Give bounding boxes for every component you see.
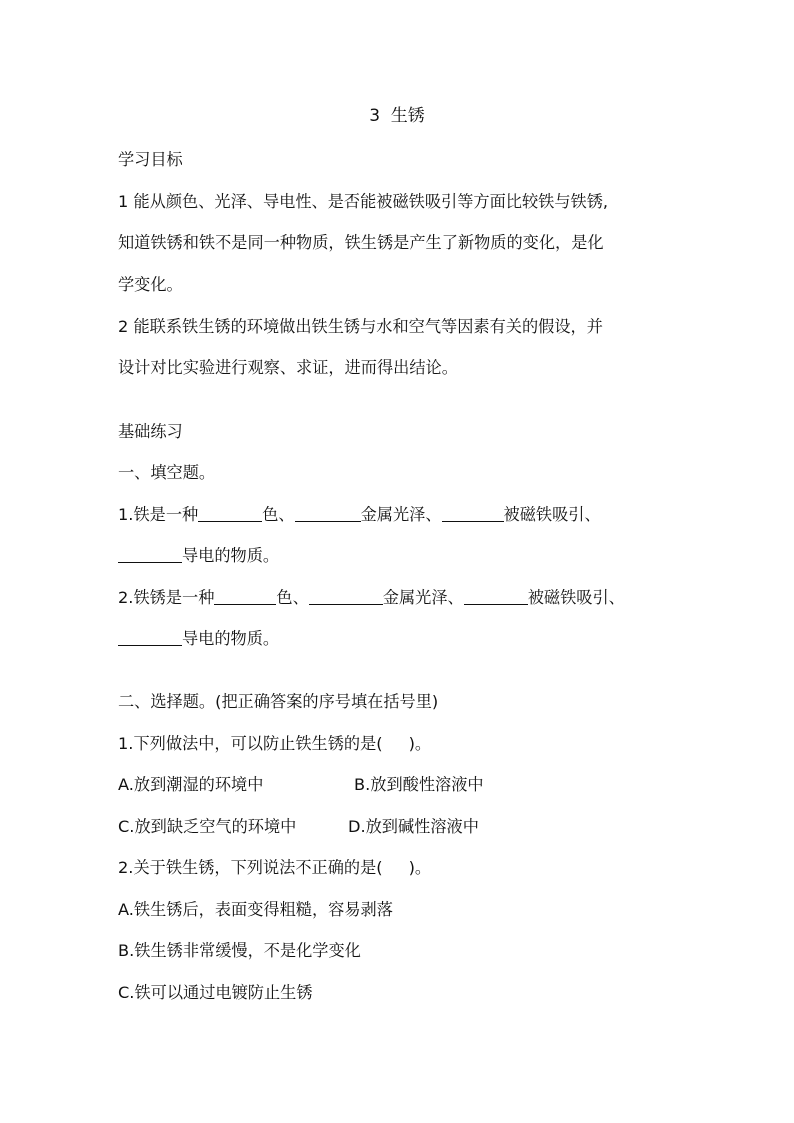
objective-2-line-1: 2 能联系铁生锈的环境做出铁生锈与水和空气等因素有关的假设，并 (118, 317, 603, 336)
choice-q1-option-c: C.放到缺乏空气的环境中 (118, 817, 297, 836)
fill-q1-prefix: 1.铁是一种 (118, 505, 199, 524)
fill-q1-part1: 色、 (262, 505, 295, 524)
fill-section-heading: 一、填空题。 (118, 463, 216, 482)
answer-blank[interactable] (309, 588, 383, 605)
fill-question-2-line-1 (118, 586, 625, 610)
choice-q1-stem-end: )。 (408, 734, 432, 753)
choice-question-1-stem (118, 732, 431, 756)
fill-q1-part4: 导电的物质。 (182, 546, 280, 565)
fill-q2-part1: 色、 (276, 588, 309, 607)
choice-question-2-stem (118, 856, 431, 880)
choice-q1-options-row-2 (118, 815, 598, 839)
fill-q1-part3: 被磁铁吸引、 (503, 505, 601, 524)
fill-question-2-line-2 (118, 627, 279, 651)
choice-q1-option-b: B.放到酸性溶液中 (354, 775, 484, 794)
answer-blank[interactable] (214, 588, 276, 605)
fill-q2-part3: 被磁铁吸引、 (527, 588, 625, 607)
choice-q1-option-a: A.放到潮湿的环境中 (118, 775, 264, 794)
choice-q2-option-c: C.铁可以通过电镀防止生锈 (118, 983, 313, 1002)
objective-2-line-2: 设计对比实验进行观察、求证，进而得出结论。 (118, 358, 458, 377)
practice-heading: 基础练习 (118, 422, 183, 441)
answer-blank[interactable] (198, 505, 262, 522)
fill-question-1-line-1 (118, 503, 601, 527)
choice-q1-option-d: D.放到碱性溶液中 (348, 817, 479, 836)
choice-q2-stem-end: )。 (408, 858, 432, 877)
answer-blank[interactable] (118, 629, 182, 646)
answer-blank[interactable] (442, 505, 504, 522)
choice-q2-option-b: B.铁生锈非常缓慢，不是化学变化 (118, 941, 361, 960)
fill-q2-prefix: 2.铁锈是一种 (118, 588, 215, 607)
answer-blank[interactable] (118, 546, 182, 563)
page-title: 3 生锈 (369, 106, 425, 126)
fill-question-1-line-2 (118, 544, 279, 568)
fill-q2-part4: 导电的物质。 (182, 629, 280, 648)
objective-1-line-3: 学变化。 (118, 275, 183, 294)
choice-section-heading: 二、选择题。(把正确答案的序号填在括号里) (118, 692, 439, 711)
fill-q2-part2: 金属光泽、 (382, 588, 464, 607)
choice-q1-options-row-1 (118, 773, 598, 797)
choice-q2-option-a: A.铁生锈后，表面变得粗糙，容易剥落 (118, 900, 393, 919)
answer-blank[interactable] (464, 588, 528, 605)
objective-1-line-1: 1 能从颜色、光泽、导电性、是否能被磁铁吸引等方面比较铁与铁锈, (118, 192, 609, 211)
objectives-heading: 学习目标 (118, 150, 183, 169)
fill-q1-part2: 金属光泽、 (360, 505, 442, 524)
answer-blank[interactable] (295, 505, 361, 522)
choice-q2-stem-start: 2.关于铁生锈，下列说法不正确的是( (118, 858, 383, 877)
choice-q1-stem-start: 1.下列做法中，可以防止铁生锈的是( (118, 734, 383, 753)
objective-1-line-2: 知道铁锈和铁不是同一种物质，铁生锈是产生了新物质的变化，是化 (118, 233, 604, 252)
